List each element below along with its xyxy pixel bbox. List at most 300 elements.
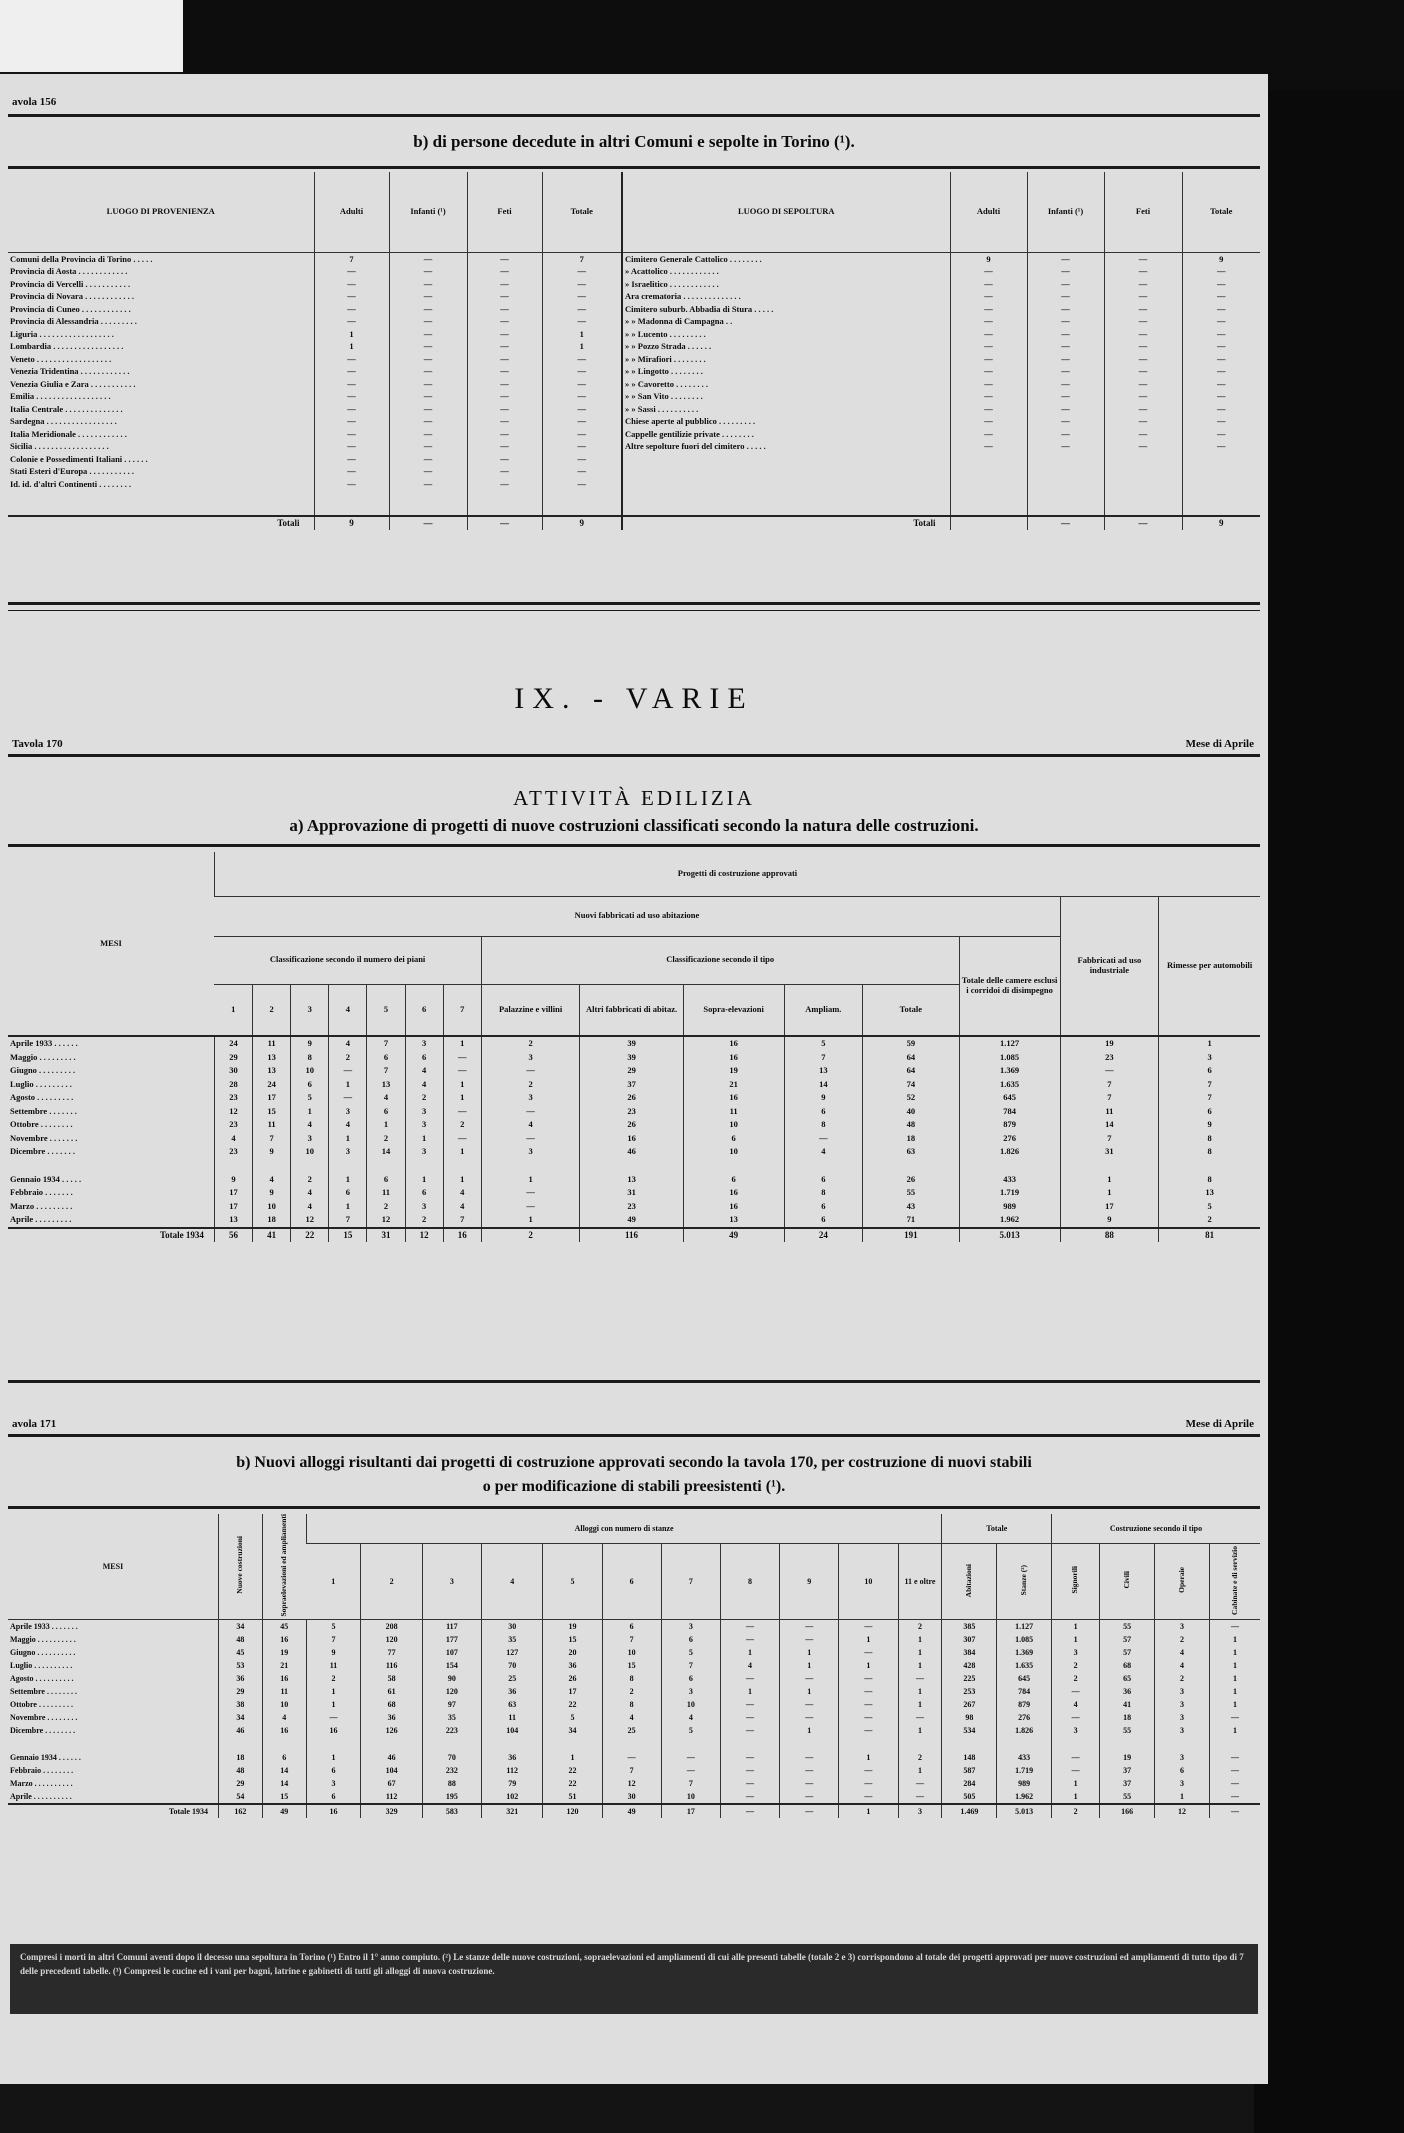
cell: — — [1027, 328, 1104, 341]
cell: — — [542, 378, 622, 391]
cell: — — [950, 428, 1027, 441]
empty-cell — [291, 1159, 329, 1173]
cell: 67 — [361, 1777, 422, 1790]
cell: 16 — [262, 1633, 306, 1646]
cell: 10 — [253, 1200, 291, 1214]
t170-col-piano: 4 — [329, 984, 367, 1036]
empty-cell — [543, 1737, 602, 1751]
cell: 1.962 — [959, 1213, 1060, 1228]
empty-cell — [1182, 465, 1260, 478]
cell: 989 — [997, 1777, 1052, 1790]
table-row — [8, 1118, 1260, 1132]
cell: — — [839, 1672, 898, 1685]
cell: 385 — [942, 1619, 997, 1633]
total-cell: 12 — [1155, 1804, 1210, 1818]
cell: — — [950, 278, 1027, 291]
cell: 4 — [784, 1145, 863, 1159]
cell: — — [1182, 365, 1260, 378]
row-label: Colonie e Possedimenti Italiani . . . . . . — [10, 453, 148, 464]
cell: — — [950, 340, 1027, 353]
cell: — — [839, 1777, 898, 1790]
empty-cell — [1027, 453, 1104, 466]
cell: 225 — [942, 1672, 997, 1685]
empty-cell — [1027, 490, 1104, 503]
cell: — — [389, 415, 467, 428]
t171-subtitle-1: b) Nuovi alloggi risultanti dai progetti di costruzione approvati secondo la tavola 170, per costruzione di nuovi stabili — [236, 1454, 1032, 1471]
cell: — — [314, 315, 389, 328]
cell: 1 — [1052, 1619, 1100, 1633]
cell: 40 — [863, 1105, 959, 1119]
table-row — [8, 490, 1260, 503]
cell: 4 — [329, 1118, 367, 1132]
cell: 117 — [422, 1619, 481, 1633]
cell: — — [1104, 252, 1182, 265]
cell: — — [389, 390, 467, 403]
cell: 31 — [1060, 1145, 1159, 1159]
cell: 7 — [602, 1764, 661, 1777]
cell: 307 — [942, 1633, 997, 1646]
t170-col-industriale: Fabbricati ad uso industriale — [1060, 896, 1159, 1036]
cell: — — [720, 1790, 779, 1804]
cell: — — [1182, 378, 1260, 391]
cell: — — [1052, 1685, 1100, 1698]
row-label: Cimitero suburb. Abbadia di Stura . . . . . — [622, 303, 950, 316]
cell: — — [389, 328, 467, 341]
cell: 63 — [482, 1698, 543, 1711]
cell: — — [389, 440, 467, 453]
cell: 2 — [602, 1685, 661, 1698]
empty-cell — [218, 1737, 262, 1751]
cell: 6 — [784, 1213, 863, 1228]
cell: 68 — [1100, 1659, 1155, 1672]
empty-cell — [1104, 490, 1182, 503]
cell: 15 — [253, 1105, 291, 1119]
empty-cell — [482, 1737, 543, 1751]
cell: 97 — [422, 1698, 481, 1711]
t171-col-tot: Stanze (²) — [1018, 1565, 1028, 1596]
empty-cell — [950, 503, 1027, 517]
col-infanti: Infanti (¹) — [389, 172, 467, 252]
cell: 3 — [481, 1145, 580, 1159]
cell: 51 — [543, 1790, 602, 1804]
empty-cell — [898, 1737, 942, 1751]
cell: 223 — [422, 1724, 481, 1737]
table-row — [8, 440, 1260, 453]
cell: 1.635 — [959, 1078, 1060, 1092]
empty-cell — [683, 1159, 784, 1173]
cell: — — [1104, 303, 1182, 316]
cell: 2 — [405, 1091, 443, 1105]
cell: 534 — [942, 1724, 997, 1737]
row-label: Liguria . . . . . . . . . . . . . . . . . . — [10, 328, 114, 339]
table-row — [8, 1724, 1260, 1737]
cell: 48 — [218, 1764, 262, 1777]
total-cell: 329 — [361, 1804, 422, 1818]
month-label: Luglio . . . . . . . . . — [10, 1078, 72, 1089]
empty-cell — [467, 503, 542, 517]
row-label: » » Sassi . . . . . . . . . . — [622, 403, 950, 416]
table-row — [8, 290, 1260, 303]
month-label: Giugno . . . . . . . . . . — [10, 1647, 76, 1657]
cell: — — [389, 403, 467, 416]
cell: 1 — [443, 1078, 481, 1092]
cell: 71 — [863, 1213, 959, 1228]
t170-col-piano: 7 — [443, 984, 481, 1036]
tavola170-label: Tavola 170 — [12, 738, 63, 750]
cell: 1 — [367, 1118, 405, 1132]
cell: 4 — [1155, 1646, 1210, 1659]
table-row — [8, 428, 1260, 441]
cell: 12 — [367, 1213, 405, 1228]
cell: 19 — [1100, 1751, 1155, 1764]
empty-cell — [1104, 503, 1182, 517]
cell: — — [467, 252, 542, 265]
burials-table — [8, 172, 1260, 530]
cell: — — [542, 278, 622, 291]
month-label: Ottobre . . . . . . . . — [10, 1119, 73, 1129]
cell: 1 — [481, 1173, 580, 1187]
empty-cell — [8, 1159, 214, 1173]
cell: 34 — [543, 1724, 602, 1737]
cell: 1 — [780, 1724, 839, 1737]
row-label: Sicilia . . . . . . . . . . . . . . . . . . — [10, 441, 109, 451]
month-label: Aprile 1933 . . . . . . — [10, 1038, 78, 1048]
cell: 2 — [1155, 1633, 1210, 1646]
month-label: Marzo . . . . . . . . . . — [10, 1778, 73, 1788]
cell: — — [389, 353, 467, 366]
cell: — — [389, 453, 467, 466]
section-ix-title: IX. - VARIE — [514, 682, 754, 715]
total-cell: 3 — [898, 1804, 942, 1818]
cell: — — [898, 1777, 942, 1790]
cell: — — [950, 415, 1027, 428]
empty-cell — [361, 1737, 422, 1751]
cell: — — [1104, 265, 1182, 278]
cell: 9 — [214, 1173, 252, 1187]
month-label: Agosto . . . . . . . . . . — [10, 1673, 74, 1683]
cell: 37 — [1100, 1764, 1155, 1777]
table-row — [8, 328, 1260, 341]
cell: 29 — [218, 1777, 262, 1790]
month-label: Febbraio . . . . . . . — [10, 1187, 73, 1197]
cell: 4 — [367, 1091, 405, 1105]
empty-cell — [467, 490, 542, 503]
empty-cell — [367, 1159, 405, 1173]
cell: 428 — [942, 1659, 997, 1672]
cell: 8 — [784, 1118, 863, 1132]
total-cell: 1 — [839, 1804, 898, 1818]
cell: 4 — [405, 1078, 443, 1092]
cell: — — [839, 1724, 898, 1737]
cell: — — [389, 365, 467, 378]
cell: 21 — [683, 1078, 784, 1092]
cell: 1 — [329, 1200, 367, 1214]
cell: 18 — [863, 1132, 959, 1146]
cell: — — [481, 1064, 580, 1078]
cell: 6 — [784, 1173, 863, 1187]
month-label: Giugno . . . . . . . . . — [10, 1065, 76, 1075]
cell: 127 — [482, 1646, 543, 1659]
cell: — — [467, 378, 542, 391]
cell: 1 — [898, 1698, 942, 1711]
cell: 25 — [602, 1724, 661, 1737]
total-cell: 5.013 — [997, 1804, 1052, 1818]
cell: — — [602, 1751, 661, 1764]
cell: 5 — [306, 1619, 361, 1633]
cell: 120 — [422, 1685, 481, 1698]
cell: 14 — [784, 1078, 863, 1092]
cell: 1 — [1209, 1672, 1260, 1685]
row-label: » Acattolico . . . . . . . . . . . . — [622, 265, 950, 278]
cell: 6 — [661, 1672, 720, 1685]
cell: 4 — [602, 1711, 661, 1724]
cell: 1 — [898, 1659, 942, 1672]
empty-cell — [405, 1159, 443, 1173]
cell: — — [542, 478, 622, 491]
total-cell: — — [780, 1804, 839, 1818]
cell: 11 — [253, 1118, 291, 1132]
cell: 1 — [1209, 1724, 1260, 1737]
cell: 11 — [306, 1659, 361, 1672]
cell: 4 — [661, 1711, 720, 1724]
month-label: Maggio . . . . . . . . . . — [10, 1634, 76, 1644]
col-totale: Totale — [542, 172, 622, 252]
cell: 18 — [218, 1751, 262, 1764]
cell: 70 — [482, 1659, 543, 1672]
cell: 4 — [405, 1064, 443, 1078]
t171-col-stanze: 4 — [482, 1543, 543, 1619]
table-row — [8, 1711, 1260, 1724]
cell: 55 — [1100, 1619, 1155, 1633]
cell: 7 — [367, 1036, 405, 1051]
table-row — [8, 365, 1260, 378]
cell: 1 — [306, 1685, 361, 1698]
cell: — — [720, 1711, 779, 1724]
empty-cell — [314, 490, 389, 503]
cell: 6 — [367, 1173, 405, 1187]
cell: 19 — [683, 1064, 784, 1078]
row-label: » » Cavoretto . . . . . . . . — [622, 378, 950, 391]
total-cell: 16 — [443, 1228, 481, 1243]
table-row — [8, 1200, 1260, 1214]
cell: — — [950, 328, 1027, 341]
cell: 19 — [543, 1619, 602, 1633]
cell: 61 — [361, 1685, 422, 1698]
cell: 19 — [262, 1646, 306, 1659]
cell: 1.369 — [997, 1646, 1052, 1659]
cell: — — [780, 1711, 839, 1724]
cell: 17 — [214, 1200, 252, 1214]
row-label: Venezia Tridentina . . . . . . . . . . . . — [10, 366, 130, 376]
cell: 7 — [367, 1064, 405, 1078]
cell: 1 — [1159, 1036, 1260, 1051]
t171-head-rule — [8, 1506, 1260, 1509]
col-adulti-r: Adulti — [950, 172, 1027, 252]
table-row — [8, 1213, 1260, 1228]
cell: 587 — [942, 1764, 997, 1777]
cell: 10 — [683, 1145, 784, 1159]
total-cell — [950, 516, 1027, 530]
cell: — — [780, 1777, 839, 1790]
cell: 3 — [405, 1105, 443, 1119]
table-row — [8, 1186, 1260, 1200]
empty-cell — [1155, 1737, 1210, 1751]
cell: 784 — [959, 1105, 1060, 1119]
cell: 36 — [482, 1751, 543, 1764]
cell: 12 — [291, 1213, 329, 1228]
empty-cell — [8, 490, 314, 503]
cell: 7 — [314, 252, 389, 265]
cell: — — [1027, 378, 1104, 391]
cell: — — [542, 415, 622, 428]
cell: — — [542, 315, 622, 328]
total-cell: 9 — [314, 516, 389, 530]
total-cell: — — [1027, 516, 1104, 530]
cell: 36 — [1100, 1685, 1155, 1698]
cell: — — [467, 440, 542, 453]
cell: 5 — [543, 1711, 602, 1724]
cell: 6 — [367, 1105, 405, 1119]
cell: 17 — [1060, 1200, 1159, 1214]
cell: — — [481, 1132, 580, 1146]
cell: — — [950, 365, 1027, 378]
total-cell: — — [389, 516, 467, 530]
table-row — [8, 1105, 1260, 1119]
cell: — — [1104, 390, 1182, 403]
cell: 14 — [1060, 1118, 1159, 1132]
total-cell: 191 — [863, 1228, 959, 1243]
total-cell: 49 — [602, 1804, 661, 1818]
table-row — [8, 1091, 1260, 1105]
cell: 46 — [218, 1724, 262, 1737]
cell: 154 — [422, 1659, 481, 1672]
t171-col-tot: Abitazioni — [964, 1563, 974, 1597]
cell: 1 — [1052, 1790, 1100, 1804]
empty-cell — [622, 453, 950, 466]
t171-col-tipo: Signorili — [1070, 1566, 1080, 1594]
cell: 46 — [580, 1145, 683, 1159]
total-row — [8, 1804, 1260, 1818]
total-cell: — — [720, 1804, 779, 1818]
empty-cell — [262, 1737, 306, 1751]
total-cell: 116 — [580, 1228, 683, 1243]
total-cell: 31 — [367, 1228, 405, 1243]
cell: — — [1027, 265, 1104, 278]
cell: — — [389, 340, 467, 353]
t171-top-rule — [8, 1380, 1260, 1383]
month-label: Novembre . . . . . . . . — [10, 1712, 78, 1722]
total-cell: 166 — [1100, 1804, 1155, 1818]
cell: 16 — [262, 1724, 306, 1737]
cell: 6 — [291, 1078, 329, 1092]
cell: 38 — [218, 1698, 262, 1711]
cell: 195 — [422, 1790, 481, 1804]
cell: 45 — [218, 1646, 262, 1659]
footnotes: Compresi i morti in altri Comuni aventi dopo il decesso una sepoltura in Torino (¹) Entro il 1° anno compiuto. (²) Le stanze delle nuove costruzioni, sopraelevazioni ed ampliamenti di cui alle presenti tabelle (totale 2 e 3) corrispondono al totale dei progetti approvati per nuove costruzioni ed ampliamenti di tutto tipo di 7 delle precedenti tabelle. (³) Compresi le cucine ed i vani per bagni, latrine e gabinetti di tutti gli alloggi di nuova costruzione. — [10, 1944, 1258, 2014]
col-feti: Feti — [467, 172, 542, 252]
cell: 879 — [959, 1118, 1060, 1132]
cell: 232 — [422, 1764, 481, 1777]
empty-cell — [253, 1159, 291, 1173]
cell: — — [1182, 328, 1260, 341]
cell: — — [306, 1711, 361, 1724]
cell: 43 — [863, 1200, 959, 1214]
empty-cell — [950, 490, 1027, 503]
cell: — — [1052, 1751, 1100, 1764]
cell: — — [314, 453, 389, 466]
cell: 9 — [291, 1036, 329, 1051]
cell: 1 — [780, 1685, 839, 1698]
cell: — — [481, 1105, 580, 1119]
t170-subtitle: a) Approvazione di progetti di nuove costruzioni classificati secondo la natura delle costruzioni. — [289, 816, 979, 835]
cell: 7 — [661, 1777, 720, 1790]
t171-col-stanze: 1 — [306, 1543, 361, 1619]
cell: — — [542, 403, 622, 416]
t170-col-piano: 6 — [405, 984, 443, 1036]
cell: — — [389, 303, 467, 316]
empty-cell — [780, 1737, 839, 1751]
month-label: Gennaio 1934 . . . . . . — [10, 1752, 81, 1762]
cell: 1 — [1155, 1790, 1210, 1804]
cell: 6 — [784, 1200, 863, 1214]
tavola171-label: avola 171 — [12, 1418, 57, 1430]
cell: — — [1060, 1064, 1159, 1078]
month-label: Aprile 1933 . . . . . . . — [10, 1621, 78, 1631]
cell: 8 — [1159, 1173, 1260, 1187]
cell: 1 — [329, 1173, 367, 1187]
cell: 36 — [543, 1659, 602, 1672]
cell: 7 — [306, 1633, 361, 1646]
t171-col-stanze: 6 — [602, 1543, 661, 1619]
cell: — — [329, 1064, 367, 1078]
cell: 29 — [580, 1064, 683, 1078]
cell: — — [1209, 1751, 1260, 1764]
cell: — — [839, 1646, 898, 1659]
cell: 1.127 — [997, 1619, 1052, 1633]
cell: 10 — [602, 1646, 661, 1659]
cell: — — [661, 1751, 720, 1764]
b1-bottom-rule — [8, 602, 1260, 605]
table-row — [8, 478, 1260, 491]
cell: 46 — [361, 1751, 422, 1764]
empty-cell — [580, 1159, 683, 1173]
cell: — — [1209, 1790, 1260, 1804]
cell: — — [314, 353, 389, 366]
cell: — — [950, 290, 1027, 303]
cell: 13 — [253, 1064, 291, 1078]
cell: 4 — [329, 1036, 367, 1051]
cell: — — [329, 1091, 367, 1105]
cell: — — [950, 315, 1027, 328]
cell: — — [950, 440, 1027, 453]
cell: 1 — [1060, 1173, 1159, 1187]
t171-col-stanze: 9 — [780, 1543, 839, 1619]
cell: — — [720, 1724, 779, 1737]
cell: 11 — [482, 1711, 543, 1724]
empty-cell — [622, 465, 950, 478]
cell: 23 — [214, 1118, 252, 1132]
cell: — — [314, 378, 389, 391]
cell: 34 — [218, 1619, 262, 1633]
cell: 8 — [291, 1051, 329, 1065]
cell: 1 — [898, 1685, 942, 1698]
cell: — — [542, 290, 622, 303]
cell: 3 — [329, 1145, 367, 1159]
cell: 16 — [683, 1051, 784, 1065]
scan-right-edge — [1254, 90, 1404, 2133]
cell: — — [467, 303, 542, 316]
cell: 1.085 — [997, 1633, 1052, 1646]
